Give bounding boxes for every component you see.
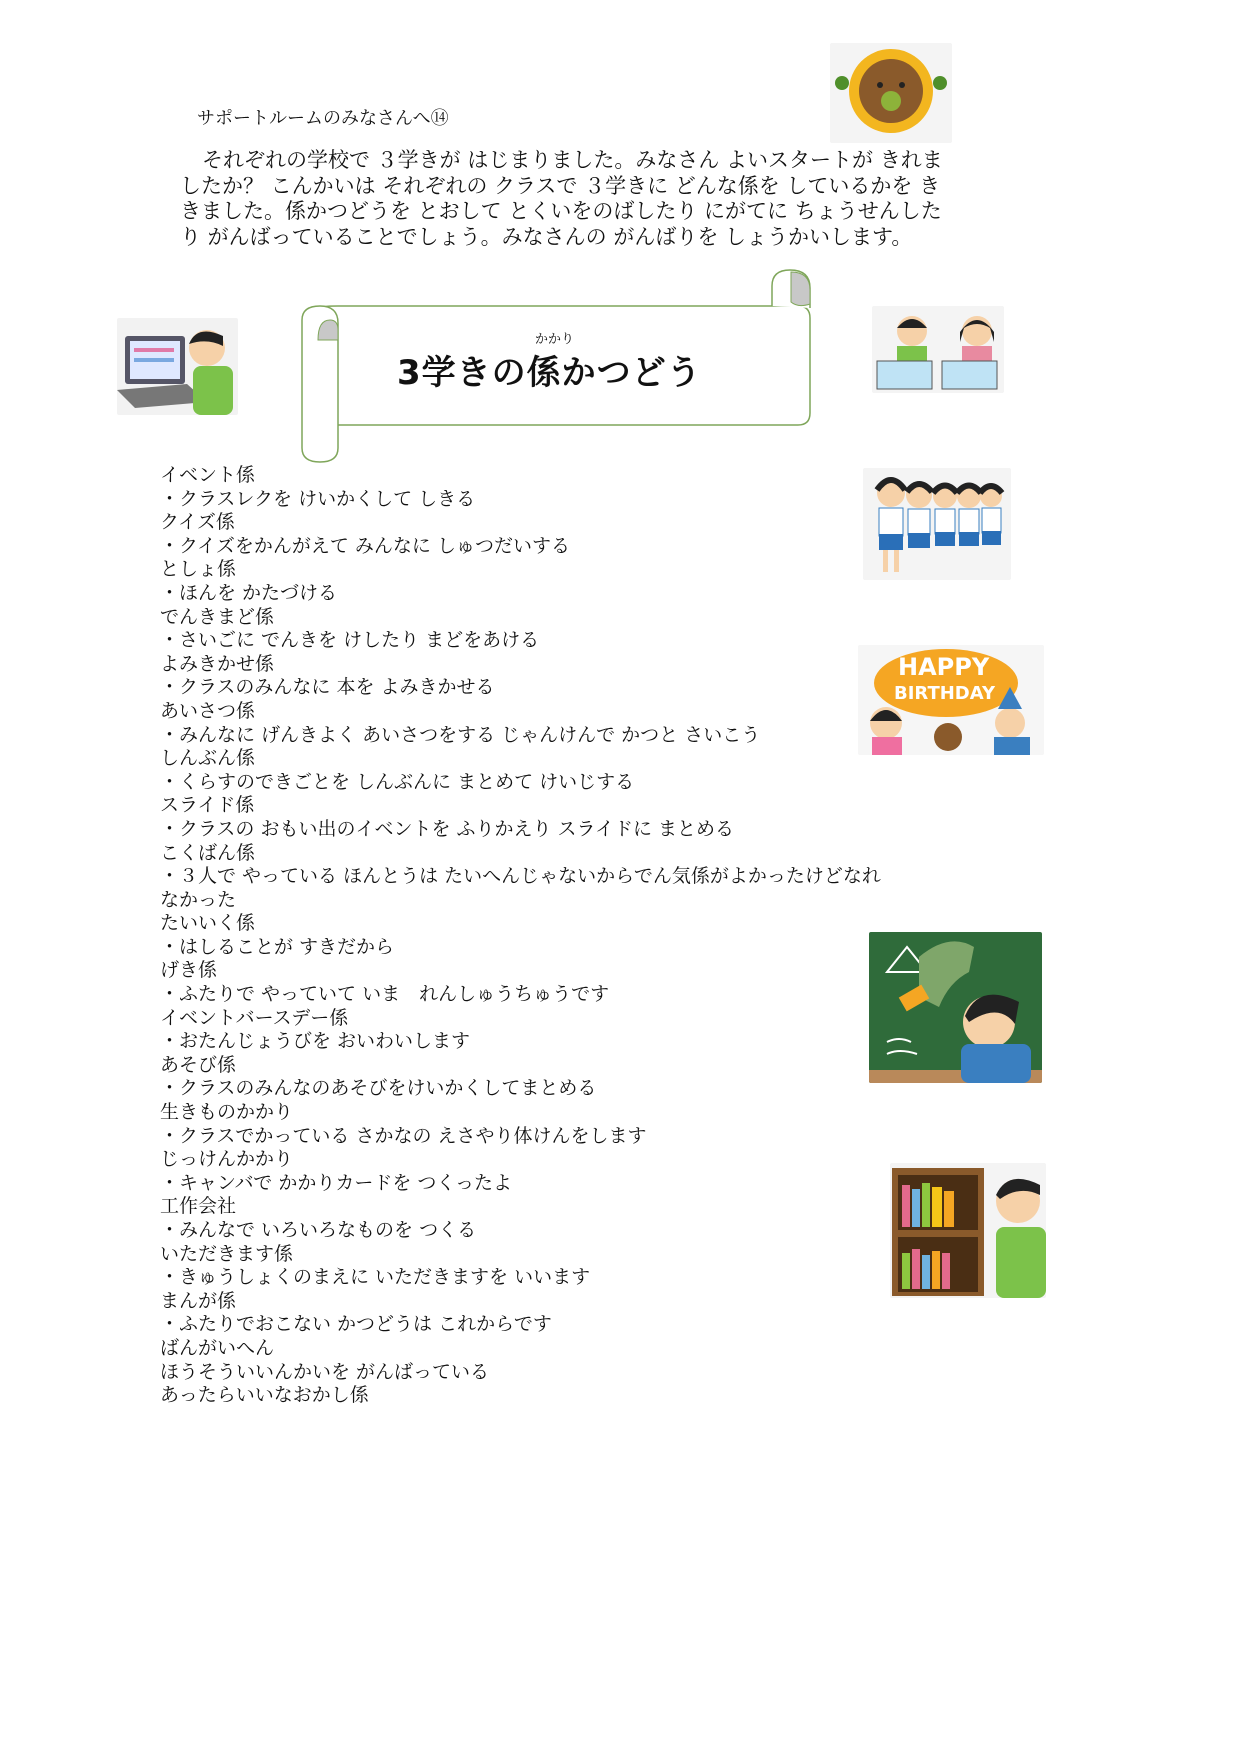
role-name: あいさつ係 [160, 699, 256, 722]
role-description: ・クラスの おもい出のイベントを ふりかえり スライドに まとめる [160, 817, 735, 840]
role-description: ・ほんを かたづける [160, 581, 338, 604]
role-description: ・みんなで いろいろなものを つくる [160, 1219, 477, 1241]
role-description: ・３人で やっている ほんとうは たいへんじゃないからでん気係がよかったけどなれ [160, 865, 881, 888]
role-name: クイズ係 [160, 511, 235, 534]
role-list [160, 464, 881, 1408]
banner-title: 3学きの係かつどう [397, 353, 702, 393]
role-description: ・クラスのみんなのあそびをけいかくしてまとめる [160, 1077, 597, 1100]
role-description: ・クイズをかんがえて みんなに しゅつだいする [160, 534, 570, 557]
role-description: ほうそういいんかいを がんばっている [160, 1360, 490, 1383]
role-description: ・クラスでかっている さかなの えさやり体けんをします [160, 1124, 647, 1147]
happy-birthday-illustration [858, 645, 1044, 755]
role-name: ばんがいへん [160, 1336, 275, 1359]
role-name: しんぶん係 [160, 747, 256, 770]
students-in-gym-clothes-illustration [863, 468, 1011, 580]
role-name: あったらいいなおかし係 [160, 1384, 369, 1407]
intro-paragraph: それぞれの学校で ３学きが はじまりました。みなさん よいスタートが きれましたか？ こんかいは それぞれの クラスで ３学きに どんな係を しているかを ききました。係かつどうを とおして とくいをのばしたり にがてに ちょうせんしたり がんばっていることでしょう。みなさんの がんばりを しょうかいします。 [180, 148, 943, 249]
birthday-text-happy: HAPPY [898, 653, 990, 681]
role-name: 生きものかかり [160, 1101, 294, 1124]
role-name: あそび係 [160, 1053, 237, 1076]
role-description: ・クラスレクを けいかくして しきる [160, 487, 476, 510]
kids-with-fish-tanks-illustration [872, 306, 1004, 393]
role-name: 工作会社 [160, 1195, 237, 1218]
sunflower-character-illustration [830, 43, 952, 143]
title-ruby: かかり [535, 332, 575, 347]
role-description: なかった [160, 888, 237, 911]
role-description: ・くらすのできごとを しんぶんに まとめて けいじする [160, 770, 635, 793]
role-description: ・ふたりでおこない かつどうは これからです [160, 1313, 552, 1336]
role-name: げき係 [160, 959, 218, 982]
role-name: まんが係 [160, 1289, 237, 1312]
birthday-text-birthday: BIRTHDAY [894, 683, 995, 704]
role-name: でんきまど係 [160, 605, 275, 628]
role-name: たいいく係 [160, 912, 256, 935]
role-name: イベント係 [160, 464, 256, 486]
role-name: いただきます係 [160, 1242, 294, 1265]
role-description: ・さいごに でんきを けしたり まどをあける [160, 629, 540, 652]
boy-at-bookshelf-illustration [890, 1163, 1046, 1298]
role-name: スライド係 [160, 794, 255, 817]
role-name: としょ係 [160, 558, 237, 581]
role-name: イベントバースデー係 [160, 1006, 349, 1029]
role-name: よみきかせ係 [160, 652, 275, 675]
role-description: ・ふたりで やっていて いま れんしゅうちゅうです [160, 983, 610, 1006]
role-description: ・キャンバで かかりカードを つくったよ [160, 1171, 512, 1194]
role-description: ・クラスのみんなに 本を よみきかせる [160, 676, 495, 699]
role-description: ・みんなに げんきよく あいさつをする じゃんけんで かつと さいこう [160, 723, 761, 746]
letter-title: サポートルームのみなさんへ⑭ [197, 108, 449, 129]
boy-cleaning-chalkboard-illustration [869, 932, 1042, 1083]
role-description: ・はしることが すきだから [160, 935, 395, 958]
role-name: じっけんかかり [160, 1148, 294, 1171]
boy-with-laptop-illustration [117, 318, 238, 415]
role-name: こくばん係 [160, 841, 256, 864]
role-description: ・きゅうしょくのまえに いただきますを いいます [160, 1266, 591, 1289]
role-description: ・おたんじょうびを おいわいします [160, 1030, 471, 1053]
